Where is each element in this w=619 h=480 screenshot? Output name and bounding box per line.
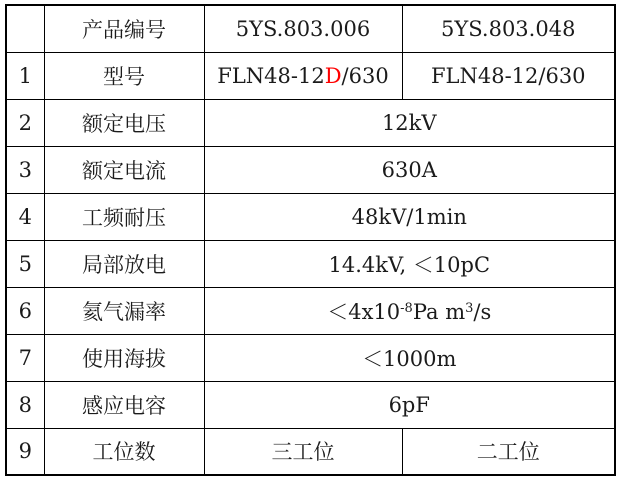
product-number-b-cell: 5YS.803.048 (402, 5, 615, 52)
leak-rate-cubed: 3 (465, 300, 474, 316)
spec-label-cell: 感应电容 (44, 381, 204, 428)
spec-label-cell: 工频耐压 (44, 193, 204, 240)
row-number-cell: 1 (6, 52, 44, 99)
station-count-a-cell: 三工位 (204, 428, 402, 475)
spec-label-cell: 使用海拔 (44, 334, 204, 381)
table-row-induction-capacitance (6, 381, 615, 428)
row-number-cell: 2 (6, 99, 44, 146)
spec-label-cell: 氦气漏率 (44, 287, 204, 334)
product-number-a-cell: 5YS.803.006 (204, 5, 402, 52)
spec-value-cell: 14.4kV, ＜10pC (204, 240, 615, 287)
row-number-cell: 5 (6, 240, 44, 287)
row-number-cell: 9 (6, 428, 44, 475)
helium-leak-rate-cell (204, 287, 615, 334)
spec-label-cell: 局部放电 (44, 240, 204, 287)
row-number-cell: 8 (6, 381, 44, 428)
row-number-cell: 3 (6, 146, 44, 193)
row-number-cell (6, 5, 44, 52)
row-number-cell: 6 (6, 287, 44, 334)
leak-rate-part2: Pa m (412, 299, 466, 324)
station-count-b-cell: 二工位 (402, 428, 615, 475)
spec-value-cell: 48kV/1min (204, 193, 615, 240)
table-row-station-count (6, 428, 615, 475)
model-a-suffix: /630 (341, 63, 389, 88)
spec-value-cell: ＜1000m (204, 334, 615, 381)
model-a-cell (204, 52, 402, 99)
table-row-helium-leak-rate (6, 287, 615, 334)
leak-rate-part3: /s (473, 299, 492, 324)
row-number-cell: 7 (6, 334, 44, 381)
spec-label-cell: 额定电压 (44, 99, 204, 146)
spec-label-cell: 产品编号 (44, 5, 204, 52)
table-row-rated-voltage (6, 99, 615, 146)
spec-value-cell: 630A (204, 146, 615, 193)
table-row-operating-altitude (6, 334, 615, 381)
table-row-model (6, 52, 615, 99)
leak-rate-exponent: -8 (400, 300, 413, 316)
model-a-variant-letter: D (324, 63, 342, 88)
spec-value-cell: 6pF (204, 381, 615, 428)
spec-label-cell: 工位数 (44, 428, 204, 475)
table-row-rated-current (6, 146, 615, 193)
table-row-product-number (6, 5, 615, 52)
table-row-partial-discharge (6, 240, 615, 287)
product-spec-table (5, 4, 616, 476)
table-row-power-frequency-withstand (6, 193, 615, 240)
model-b-cell: FLN48-12/630 (402, 52, 615, 99)
leak-rate-part1: ＜4x10 (327, 299, 401, 324)
model-a-prefix: FLN48-12 (217, 63, 325, 88)
spec-label-cell: 型号 (44, 52, 204, 99)
spec-label-cell: 额定电流 (44, 146, 204, 193)
spec-value-cell: 12kV (204, 99, 615, 146)
row-number-cell: 4 (6, 193, 44, 240)
